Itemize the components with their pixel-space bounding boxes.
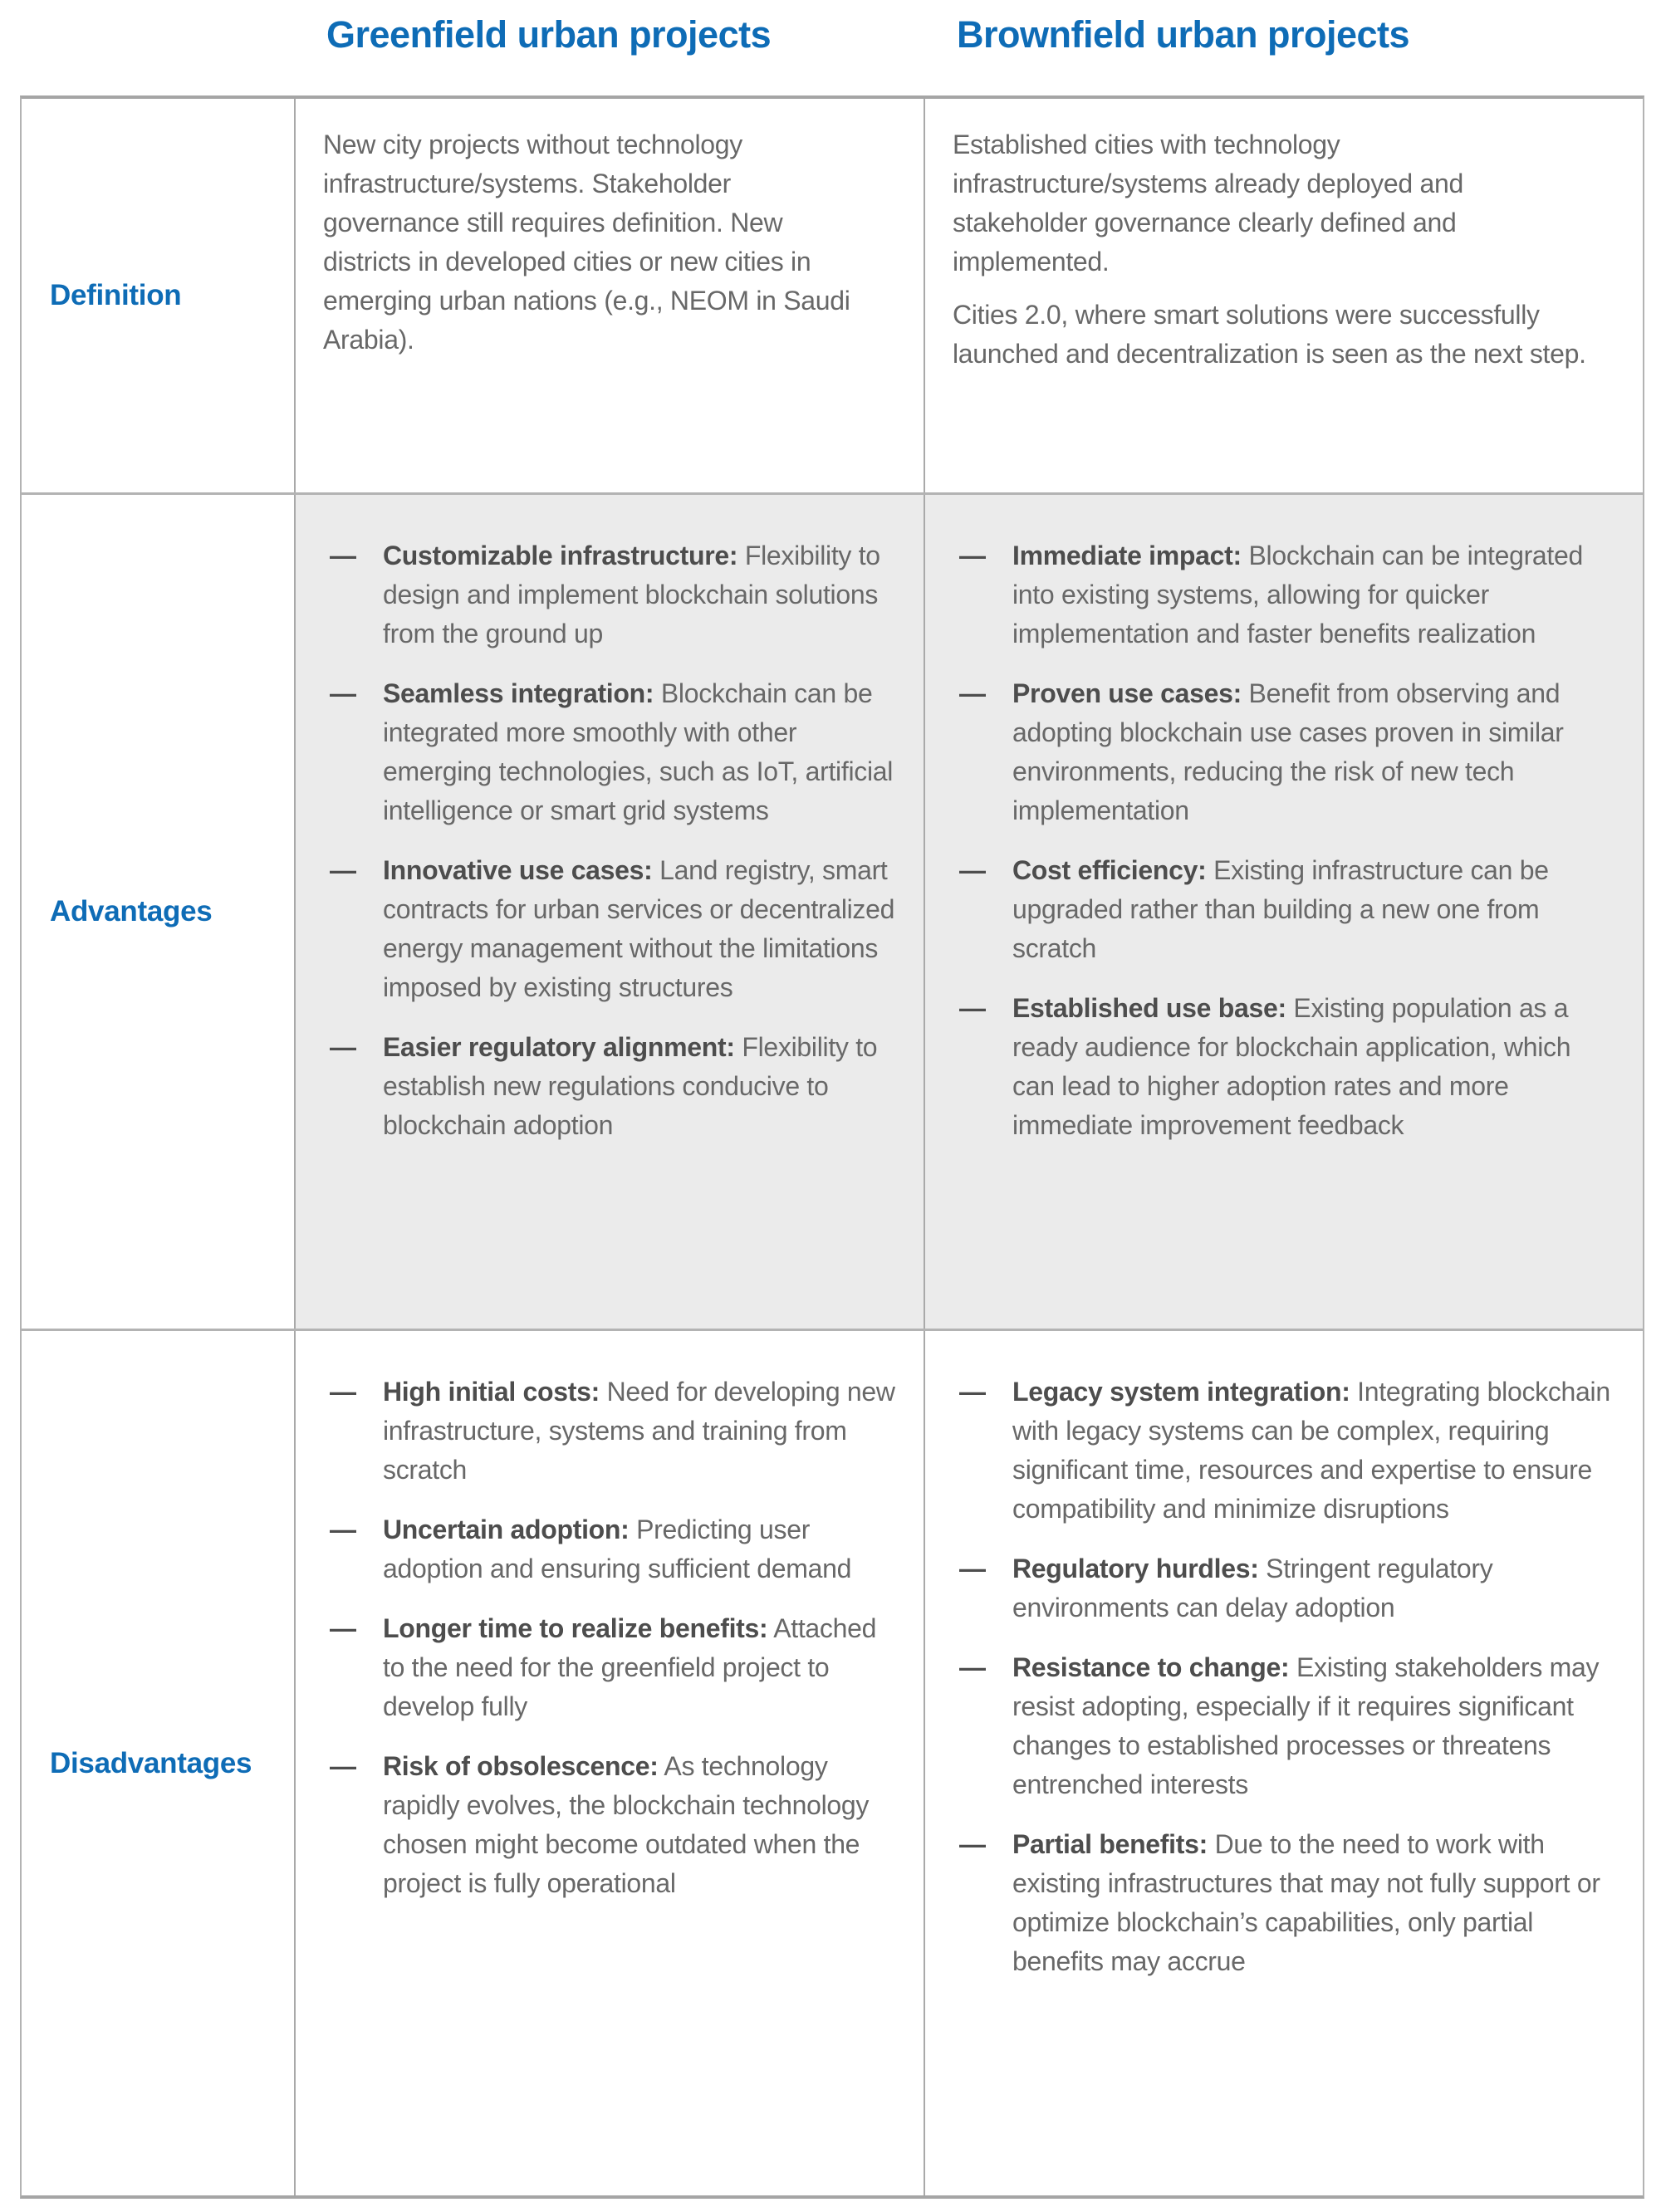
dash-bullet: — [959, 1377, 986, 1407]
column-header-greenfield: Greenfield urban projects [326, 13, 772, 56]
bullet-title: Customizable infrastructure: [383, 541, 738, 570]
dash-bullet: — [959, 993, 986, 1023]
row-definition [22, 99, 1643, 495]
list-item [953, 1549, 1619, 1627]
list-item [953, 674, 1619, 830]
dash-bullet: — [330, 678, 356, 708]
dash-bullet: — [330, 1515, 356, 1544]
row-advantages [22, 495, 1643, 1331]
bullet-title: Uncertain adoption: [383, 1515, 630, 1544]
advantages-greenfield-list [323, 536, 900, 1145]
bullet-text: Predicting user adoption and ensuring sufficient demand [383, 1515, 852, 1583]
bullet-title: Cost efficiency: [1012, 855, 1207, 885]
definition-brownfield-paragraph-2: Cities 2.0, where smart solutions were successfully launched and decentralization is seen as the next step. [953, 300, 1586, 369]
advantages-brownfield-cell [925, 495, 1643, 1329]
bullet-title: Risk of obsolescence: [383, 1751, 659, 1781]
bullet-text: Integrating blockchain with legacy systems can be complex, requiring significant time, resources and expertise to ensure compatibility and minimize disruptions [1012, 1377, 1610, 1524]
definition-greenfield-cell [294, 99, 925, 492]
bullet-text: Land registry, smart contracts for urban services or decentralized energy management without the limitations imposed by existing structures [383, 855, 895, 1002]
bullet-title: Immediate impact: [1012, 541, 1242, 570]
list-item [953, 1825, 1619, 1981]
bullet-text: Benefit from observing and adopting blockchain use cases proven in similar environments, reducing the risk of new tech implementation [1012, 678, 1564, 825]
list-item [323, 674, 900, 830]
bullet-title: Longer time to realize benefits: [383, 1613, 768, 1643]
definition-brownfield-cell [925, 99, 1643, 492]
list-item [953, 1373, 1619, 1529]
bullet-text: Existing stakeholders may resist adopting, especially if it requires significant changes to established processes or threatens entrenched interests [1012, 1652, 1600, 1799]
list-item [953, 851, 1619, 968]
list-item [323, 1028, 900, 1145]
definition-label: Definition [50, 279, 182, 311]
list-item [953, 536, 1619, 653]
bullet-text: As technology rapidly evolves, the blockchain technology chosen might become outdated when the project is fully operational [383, 1751, 870, 1898]
dash-bullet: — [959, 855, 986, 885]
column-header-brownfield: Brownfield urban projects [957, 13, 1410, 56]
list-item [323, 1373, 900, 1490]
bullet-title: Regulatory hurdles: [1012, 1554, 1259, 1583]
dash-bullet: — [330, 855, 356, 885]
advantages-label-cell [22, 495, 294, 1329]
dash-bullet: — [330, 1032, 356, 1062]
bullet-text: Blockchain can be integrated more smoothly with other emerging technologies, such as IoT, artificial intelligence or smart grid systems [383, 678, 894, 825]
advantages-brownfield-list [953, 536, 1619, 1145]
row-disadvantages [22, 1331, 1643, 2195]
list-item [323, 536, 900, 653]
dash-bullet: — [959, 1554, 986, 1583]
bullet-title: Innovative use cases: [383, 855, 653, 885]
bullet-title: Partial benefits: [1012, 1829, 1208, 1859]
bullet-text: Flexibility to establish new regulations conducive to blockchain adoption [383, 1032, 878, 1140]
advantages-label: Advantages [50, 895, 213, 927]
bullet-title: Legacy system integration: [1012, 1377, 1350, 1407]
list-item [323, 1747, 900, 1903]
bullet-text: Need for developing new infrastructure, systems and training from scratch [383, 1377, 895, 1485]
bullet-title: Seamless integration: [383, 678, 654, 708]
dash-bullet: — [330, 1751, 356, 1781]
bullet-title: Established use base: [1012, 993, 1286, 1023]
bullet-text: Existing infrastructure can be upgraded rather than building a new one from scratch [1012, 855, 1549, 963]
list-item [323, 1609, 900, 1726]
dash-bullet: — [959, 1652, 986, 1682]
dash-bullet: — [330, 1613, 356, 1643]
comparison-table [20, 95, 1644, 2199]
bullet-title: Resistance to change: [1012, 1652, 1290, 1682]
definition-greenfield-paragraph: New city projects without technology infrastructure/systems. Stakeholder governance still requires definition. New districts in developed cities or new cities in emerging urban nations (e.g., NEOM in Saudi Arabia). [323, 130, 850, 355]
disadvantages-brownfield-cell [925, 1331, 1643, 2195]
bullet-text: Due to the need to work with existing infrastructures that may not fully support or optimize blockchain’s capabilities, only partial benefits may accrue [1012, 1829, 1600, 1976]
list-item [323, 851, 900, 1007]
list-item [953, 989, 1619, 1145]
disadvantages-label: Disadvantages [50, 1746, 252, 1779]
disadvantages-label-cell [22, 1331, 294, 2195]
disadvantages-greenfield-cell [294, 1331, 925, 2195]
dash-bullet: — [330, 1377, 356, 1407]
bullet-title: Proven use cases: [1012, 678, 1242, 708]
disadvantages-greenfield-list [323, 1373, 900, 1903]
dash-bullet: — [959, 1829, 986, 1859]
bullet-text: Blockchain can be integrated into existing systems, allowing for quicker implementation and faster benefits realization [1012, 541, 1584, 648]
bullet-text: Stringent regulatory environments can delay adoption [1012, 1554, 1493, 1622]
bullet-text: Attached to the need for the greenfield project to develop fully [383, 1613, 877, 1721]
bullet-text: Flexibility to design and implement blockchain solutions from the ground up [383, 541, 880, 648]
list-item [953, 1648, 1619, 1804]
dash-bullet: — [959, 541, 986, 570]
bullet-text: Existing population as a ready audience for blockchain application, which can lead to higher adoption rates and more immediate improvement feedback [1012, 993, 1571, 1140]
list-item [323, 1510, 900, 1588]
definition-brownfield-paragraph-1: Established cities with technology infrastructure/systems already deployed and stakeholder governance clearly defined and implemented. [953, 130, 1463, 276]
bullet-title: Easier regulatory alignment: [383, 1032, 735, 1062]
dash-bullet: — [959, 678, 986, 708]
advantages-greenfield-cell [294, 495, 925, 1329]
bullet-title: High initial costs: [383, 1377, 600, 1407]
dash-bullet: — [330, 541, 356, 570]
definition-label-cell [22, 99, 294, 492]
disadvantages-brownfield-list [953, 1373, 1619, 1981]
